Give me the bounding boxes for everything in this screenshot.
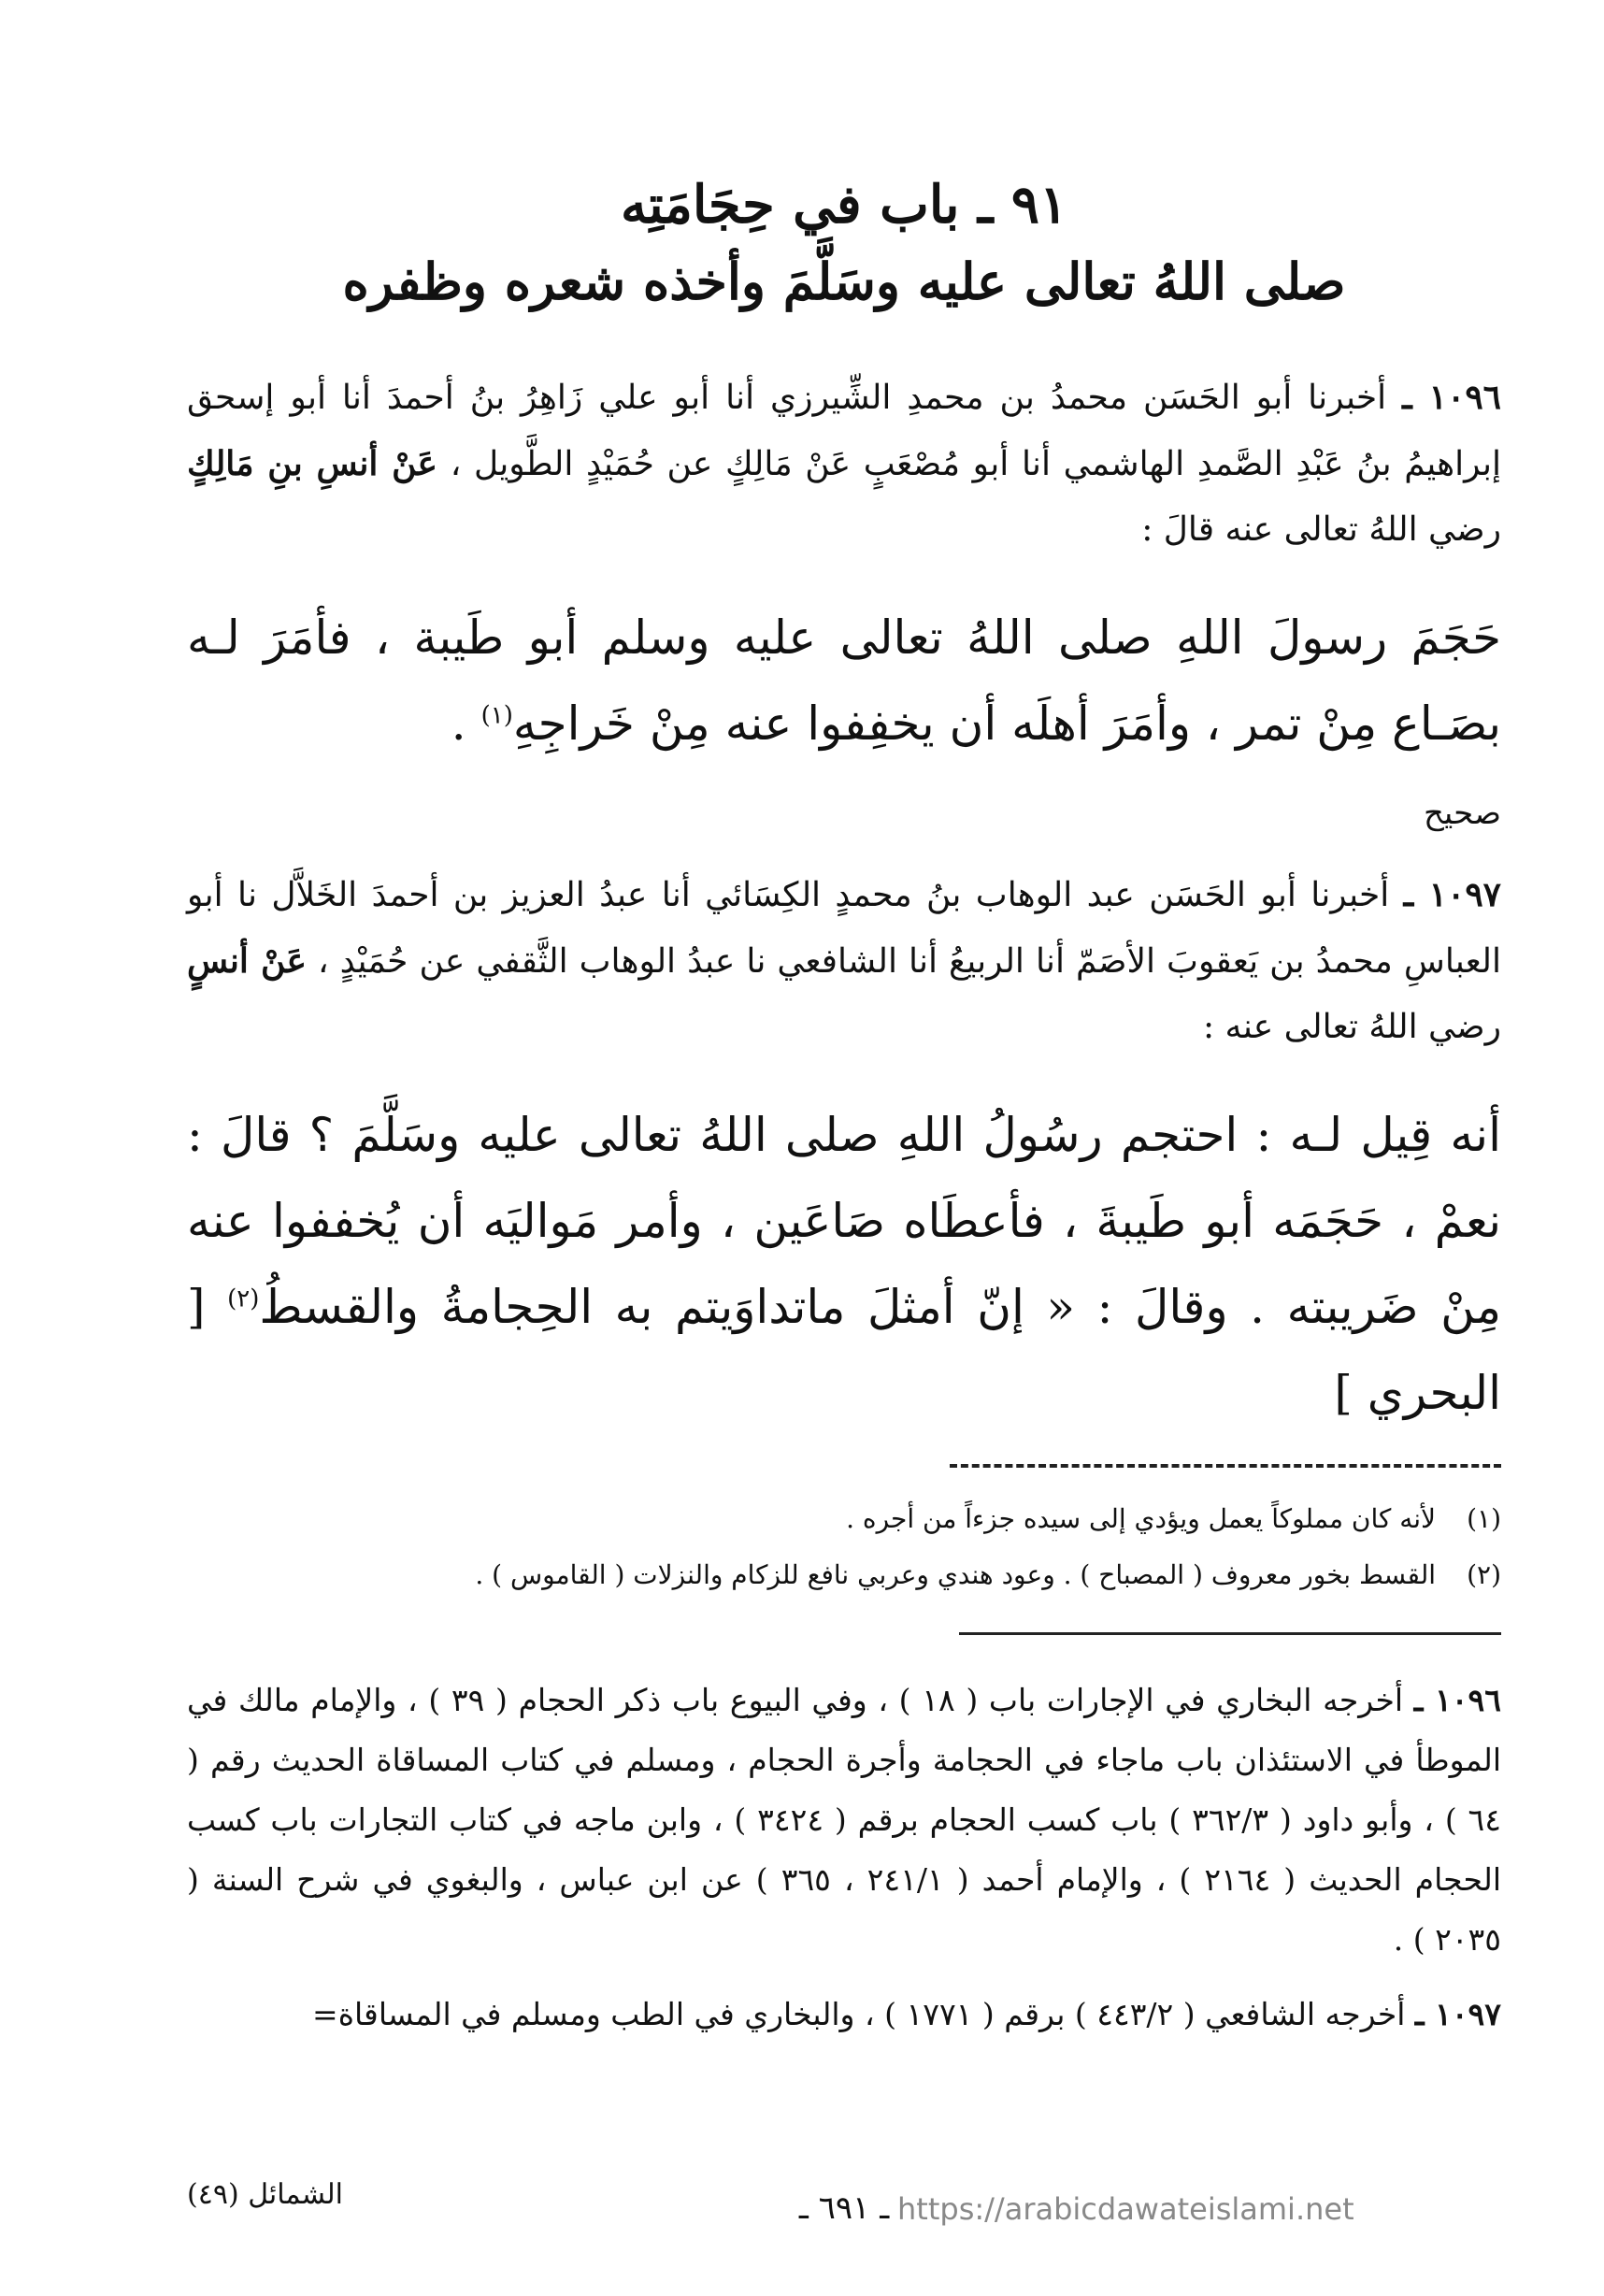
hadith-1097-isnad [187,862,1501,1060]
hadith-1096-isnad [187,365,1501,563]
takhrij-text: أخرجه الشافعي ( ٤٤٣/٢ ) برقم ( ١٧٧١ ) ، والبخاري في الطب ومسلم في المساقاة= [312,1996,1406,2032]
takhrij-note [187,1671,1501,1970]
footnote-text: القسط بخور معروف ( المصباح ) . وعود هندي وعربي نافع للزكام والنزلات ( القاموس ) . [475,1559,1436,1590]
chapter-title: ٩١ ـ باب في حِجَامَتِه [620,174,1068,236]
hadith-1097-matn [187,1092,1501,1436]
footnote-text: لأنه كان مملوكاً يعمل ويؤدي إلى سيده جزءاً من أجره . [846,1503,1436,1534]
footnote [187,1552,1501,1599]
matn-text: حَجَمَ رسولَ اللهِ صلى اللهُ تعالى عليه وسلم أبو طَيبة ، فأمَرَ لـه بصَـاع مِنْ تمر ، وأمَرَ أهلَه أن يخفِفوا عنه مِنْ خَراجِهِ [187,610,1501,751]
page-number: ـ ٦٩١ ـ [798,2189,890,2227]
takhrij-divider [959,1632,1501,1635]
narrator-name: عَنْ أنسٍ [187,941,307,981]
takhrij-note [187,1985,1501,2045]
isnad-end: رضي اللهُ تعالى عنه قالَ : [1141,510,1501,549]
page-footer [187,2178,1501,2234]
footnote-marker: (١) [480,701,513,730]
matn-end: . [451,696,481,751]
isnad-text: أخبرنا أبو الحَسَن عبد الوهاب بنُ محمدٍ الكِسَائي أنا عبدُ العزيز بن أحمدَ الخَلاَّل نا أبو العباسِ محمدُ بن يَعقوبَ الأصَمّ أنا الربيعُ أنا الشافعي نا عبدُ الوهاب الثَّقفي عن حُمَيْدٍ ، [187,876,1501,981]
footnote-marker: (٢) [227,1284,260,1313]
matn-text: أنه قِيل لـه : احتجم رسُولُ اللهِ صلى اللهُ تعالى عليه وسَلَّمَ ؟ قالَ : نعمْ ، حَجَمَه أبو طَيبةَ ، فأعطَاه صَاعَين ، وأمر مَواليَه أن يُخففوا عنه مِنْ ضَريبته . وقالَ : « إنّ أمثلَ ماتداوَيتم به الحِجامةُ والقسطُ [187,1108,1502,1334]
footnote-divider [950,1464,1501,1468]
isnad-end: رضي اللهُ تعالى عنه : [1202,1008,1501,1046]
footnote [187,1496,1501,1543]
hadith-grade: صحيح [1423,795,1501,832]
footnote-number: (١) [1467,1503,1501,1534]
chapter-subtitle: صلى اللهُ تعالى عليه وسَلَّمَ وأخذه شعره وظفره [342,251,1346,311]
takhrij-number: ١٠٩٦ ـ [1413,1682,1501,1718]
matn-end: [ البحري ] [187,1280,1501,1420]
takhrij-number: ١٠٩٧ ـ [1414,1996,1501,2032]
volume-signature: الشمائل (٤٩) [187,2178,343,2211]
hadith-number: ١٠٩٧ ـ [1403,875,1501,914]
footnote-number: (٢) [1467,1559,1501,1590]
isnad-text: أخبرنا أبو الحَسَن محمدُ بن محمدِ الشِّيرزي أنا أبو علي زَاهِرُ بنُ أحمدَ أنا أبو إسحق إبراهيمُ بنُ عَبْدِ الصَّمدِ الهاشمي أنا أبو مُصْعَبٍ عَنْ مَالِكٍ عن حُمَيْدٍ الطَّويل ، [187,379,1501,483]
hadith-number: ١٠٩٦ ـ [1402,378,1501,417]
takhrij-text: أخرجه البخاري في الإجارات باب ( ١٨ ) ، وفي البيوع باب ذكر الحجام ( ٣٩ ) ، والإمام مالك في الموطأ في الاستئذان باب ماجاء في الحجامة وأجرة الحجام ، ومسلم في كتاب المساقاة الحديث رقم ( ٦٤ ) ، وأبو داود ( ٣٦٢/٣ ) باب كسب الحجام برقم ( ٣٤٢٤ ) ، وابن ماجه في كتاب التجارات باب كسب الحجام الحديث ( ٢١٦٤ ) ، والإمام أحمد ( ٢٤١/١ ، ٣٦٥ ) عن ابن عباس ، والبغوي في شرح السنة ( ٢٠٣٥ ) . [187,1682,1501,1958]
narrator-name: عَنْ أنسِ بنِ مَالِكٍ [187,444,438,483]
watermark-url[interactable]: https://arabicdawateislami.net [897,2191,1354,2227]
hadith-1096-matn [187,595,1501,767]
